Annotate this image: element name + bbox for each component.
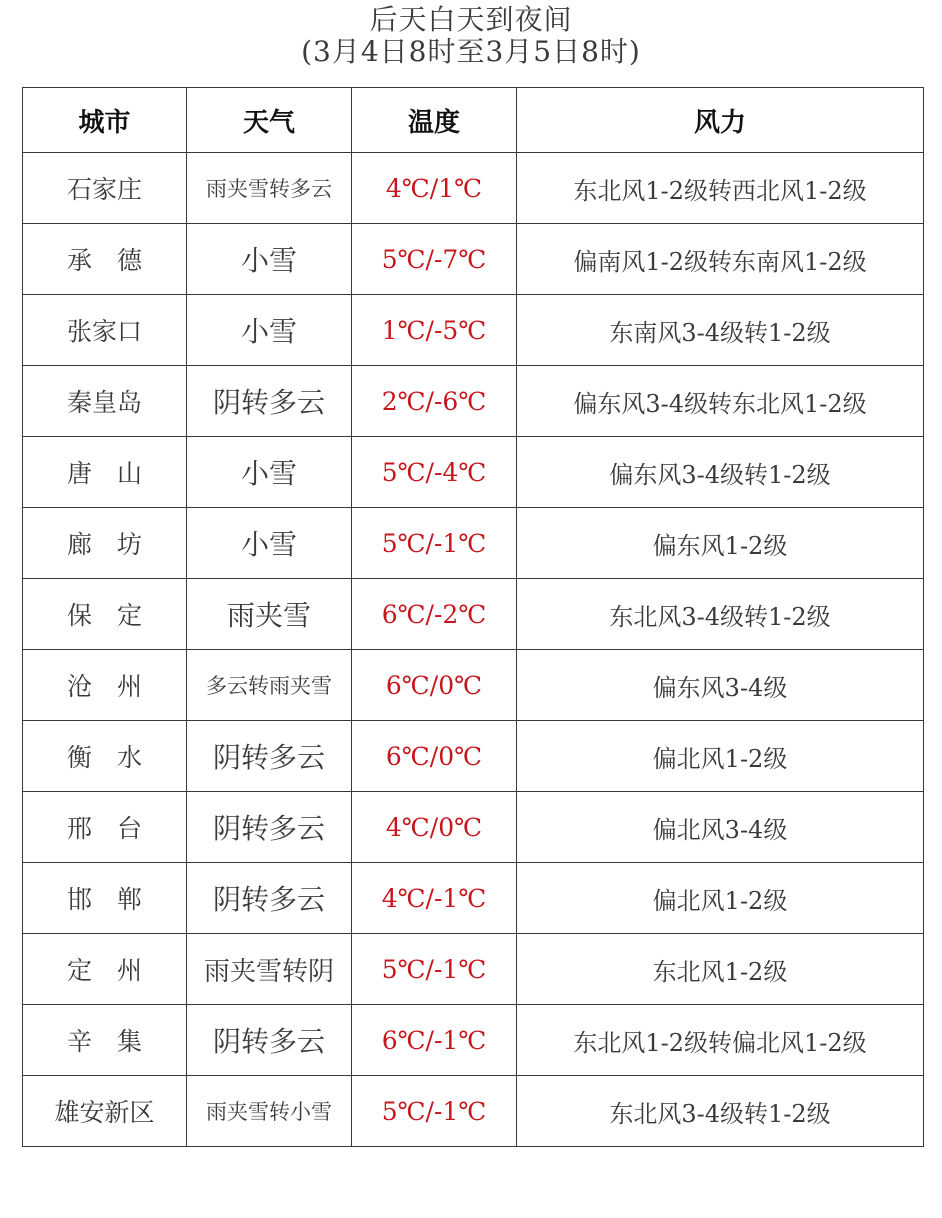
weather-cell: 雨夹雪 bbox=[187, 579, 352, 650]
table-row bbox=[23, 295, 924, 366]
temperature-cell: 4℃/-1℃ bbox=[352, 863, 517, 934]
weather-cell: 小雪 bbox=[187, 437, 352, 508]
city-cell: 辛 集 bbox=[23, 1005, 187, 1076]
city-cell: 沧 州 bbox=[23, 650, 187, 721]
wind-cell: 东北风1-2级 bbox=[517, 934, 924, 1005]
table-row bbox=[23, 508, 924, 579]
wind-cell: 偏东风3-4级转东北风1-2级 bbox=[517, 366, 924, 437]
temperature-cell: 5℃/-1℃ bbox=[352, 1076, 517, 1147]
temperature-cell: 6℃/0℃ bbox=[352, 721, 517, 792]
wind-cell: 偏北风1-2级 bbox=[517, 863, 924, 934]
wind-cell: 东北风3-4级转1-2级 bbox=[517, 579, 924, 650]
weather-cell: 多云转雨夹雪 bbox=[187, 650, 352, 721]
city-cell: 承 德 bbox=[23, 224, 187, 295]
header-row bbox=[23, 88, 924, 153]
city-cell: 邯 郸 bbox=[23, 863, 187, 934]
wind-cell: 东南风3-4级转1-2级 bbox=[517, 295, 924, 366]
weather-cell: 阴转多云 bbox=[187, 792, 352, 863]
city-cell: 衡 水 bbox=[23, 721, 187, 792]
weather-cell: 小雪 bbox=[187, 224, 352, 295]
temperature-cell: 4℃/1℃ bbox=[352, 153, 517, 224]
city-cell: 保 定 bbox=[23, 579, 187, 650]
city-cell: 石家庄 bbox=[23, 153, 187, 224]
temperature-cell: 5℃/-1℃ bbox=[352, 934, 517, 1005]
temperature-cell: 1℃/-5℃ bbox=[352, 295, 517, 366]
city-cell: 定 州 bbox=[23, 934, 187, 1005]
weather-cell: 阴转多云 bbox=[187, 721, 352, 792]
table-row bbox=[23, 721, 924, 792]
table-row bbox=[23, 792, 924, 863]
temperature-cell: 2℃/-6℃ bbox=[352, 366, 517, 437]
wind-cell: 东北风1-2级转西北风1-2级 bbox=[517, 153, 924, 224]
city-cell: 廊 坊 bbox=[23, 508, 187, 579]
wind-cell: 偏东风1-2级 bbox=[517, 508, 924, 579]
wind-cell: 偏东风3-4级 bbox=[517, 650, 924, 721]
weather-cell: 阴转多云 bbox=[187, 863, 352, 934]
weather-cell: 阴转多云 bbox=[187, 366, 352, 437]
table-row bbox=[23, 224, 924, 295]
table-row bbox=[23, 934, 924, 1005]
header-wind: 风力 bbox=[517, 88, 924, 153]
weather-cell: 小雪 bbox=[187, 508, 352, 579]
temperature-cell: 6℃/-2℃ bbox=[352, 579, 517, 650]
temperature-cell: 6℃/0℃ bbox=[352, 650, 517, 721]
weather-cell: 小雪 bbox=[187, 295, 352, 366]
table-row bbox=[23, 1005, 924, 1076]
wind-cell: 东北风1-2级转偏北风1-2级 bbox=[517, 1005, 924, 1076]
temperature-cell: 5℃/-7℃ bbox=[352, 224, 517, 295]
city-cell: 秦皇岛 bbox=[23, 366, 187, 437]
wind-cell: 偏东风3-4级转1-2级 bbox=[517, 437, 924, 508]
weather-cell: 雨夹雪转小雪 bbox=[187, 1076, 352, 1147]
table-row bbox=[23, 437, 924, 508]
table-row bbox=[23, 1076, 924, 1147]
wind-cell: 偏北风1-2级 bbox=[517, 721, 924, 792]
temperature-cell: 6℃/-1℃ bbox=[352, 1005, 517, 1076]
header-city: 城市 bbox=[23, 88, 187, 153]
table-row bbox=[23, 579, 924, 650]
wind-cell: 偏南风1-2级转东南风1-2级 bbox=[517, 224, 924, 295]
temperature-cell: 5℃/-1℃ bbox=[352, 508, 517, 579]
table-row bbox=[23, 366, 924, 437]
temperature-cell: 5℃/-4℃ bbox=[352, 437, 517, 508]
temperature-cell: 4℃/0℃ bbox=[352, 792, 517, 863]
header-weather: 天气 bbox=[187, 88, 352, 153]
wind-cell: 东北风3-4级转1-2级 bbox=[517, 1076, 924, 1147]
weather-cell: 雨夹雪转多云 bbox=[187, 153, 352, 224]
city-cell: 雄安新区 bbox=[23, 1076, 187, 1147]
title-block bbox=[0, 4, 942, 68]
table-row bbox=[23, 863, 924, 934]
title-line-2: (3月4日8时至3月5日8时) bbox=[301, 35, 641, 68]
city-cell: 张家口 bbox=[23, 295, 187, 366]
wind-cell: 偏北风3-4级 bbox=[517, 792, 924, 863]
city-cell: 唐 山 bbox=[23, 437, 187, 508]
forecast-table bbox=[22, 87, 924, 1147]
title-line-1: 后天白天到夜间 bbox=[369, 3, 573, 36]
weather-cell: 雨夹雪转阴 bbox=[187, 934, 352, 1005]
table-row bbox=[23, 153, 924, 224]
table-row bbox=[23, 650, 924, 721]
weather-cell: 阴转多云 bbox=[187, 1005, 352, 1076]
header-temperature: 温度 bbox=[352, 88, 517, 153]
city-cell: 邢 台 bbox=[23, 792, 187, 863]
